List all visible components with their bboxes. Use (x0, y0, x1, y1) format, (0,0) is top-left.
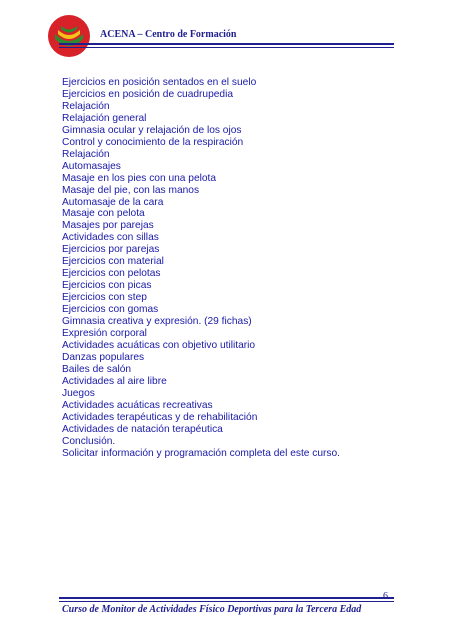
contents-item: Relajación (62, 100, 110, 112)
contents-item: Actividades al aire libre (62, 375, 167, 387)
acena-logo (47, 14, 91, 58)
contents-item: Masajes por parejas (62, 220, 154, 232)
contents-item: Ejercicios con picas (62, 280, 152, 292)
header-divider-thin (59, 47, 394, 48)
footer-divider (59, 597, 394, 599)
contents-item: Danzas populares (62, 351, 145, 363)
course-contents-list (62, 77, 340, 460)
contents-item: Control y conocimiento de la respiración (62, 136, 244, 148)
contents-item: Expresión corporal (62, 328, 147, 340)
contents-item: Conclusión. (62, 435, 116, 447)
contents-item: Ejercicios en posición de cuadrupedia (62, 88, 234, 100)
contents-item: Actividades terapéuticas y de rehabilitación (62, 411, 258, 423)
footer-divider-thin (59, 601, 394, 602)
contents-item: Actividades con sillas (62, 232, 159, 244)
contents-item: Gimnasia ocular y relajación de los ojos (62, 124, 242, 136)
contents-item: Automasaje de la cara (62, 196, 164, 208)
page-number: 6 (383, 591, 388, 602)
contents-item: Masaje en los pies con una pelota (62, 172, 217, 184)
contents-item: Juegos (62, 387, 95, 399)
contents-item: Ejercicios con gomas (62, 304, 159, 316)
contents-item: Masaje con pelota (62, 208, 145, 220)
contents-item: Actividades acuáticas con objetivo utilitario (62, 339, 256, 351)
contents-item: Masaje del pie, con las manos (62, 184, 200, 196)
contents-item: Actividades de natación terapéutica (62, 423, 223, 435)
contents-item: Gimnasia creativa y expresión. (29 fichas) (62, 316, 252, 328)
contents-item: Ejercicios con material (62, 256, 164, 268)
contents-item: Bailes de salón (62, 363, 132, 375)
contents-item: Relajación general (62, 112, 147, 124)
contents-item: Solicitar información y programación completa del este curso. (62, 447, 341, 459)
contents-item: Ejercicios por parejas (62, 244, 160, 256)
contents-item: Ejercicios en posición sentados en el suelo (62, 77, 257, 88)
header-divider (59, 43, 394, 45)
contents-item: Actividades acuáticas recreativas (62, 399, 213, 411)
contents-item: Ejercicios con step (62, 292, 147, 304)
logo-emblem-icon (47, 14, 91, 58)
header-title: ACENA – Centro de Formación (100, 29, 237, 40)
contents-item: Automasajes (62, 160, 121, 172)
contents-item: Relajación (62, 148, 110, 160)
footer-course-title: Curso de Monitor de Actividades Físico Deportivas para la Tercera Edad (62, 604, 362, 615)
contents-item: Ejercicios con pelotas (62, 268, 161, 280)
